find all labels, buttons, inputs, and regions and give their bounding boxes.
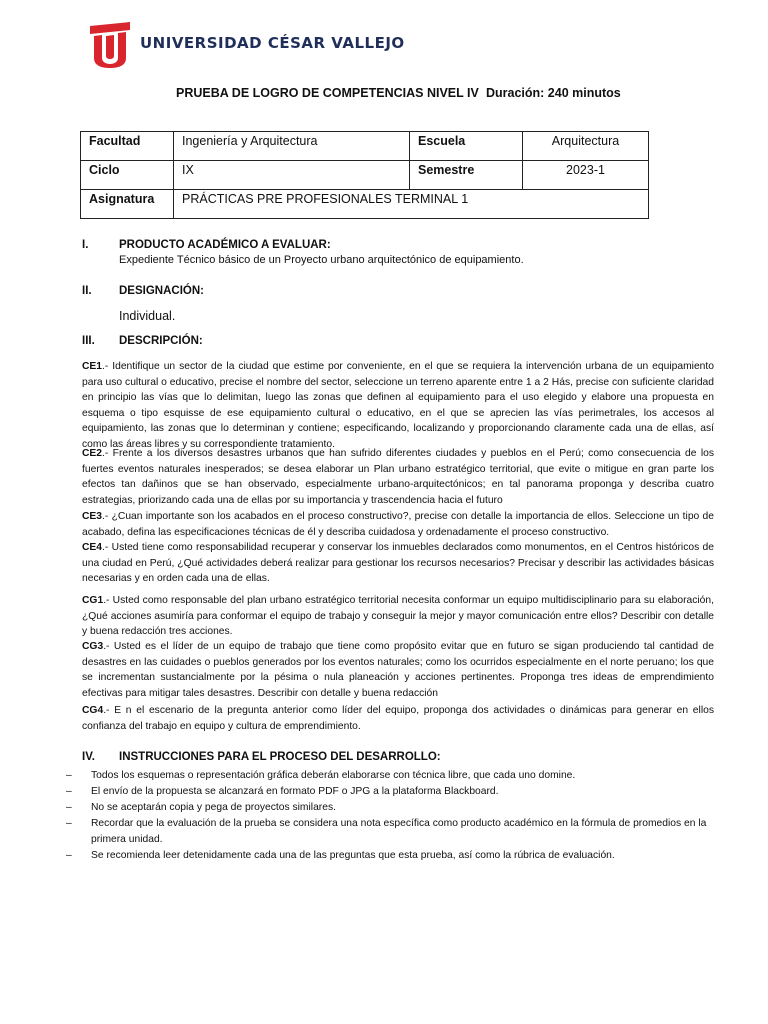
- item-cg4: [82, 703, 714, 734]
- item-text: .- Usted como responsable del plan urbano estratégico territorial necesita conformar un equipo multidisciplinario para su elaboración, ¿Qué acciones asumiría para conformar el equipo de trabajo y conseguir la mejor y mayor comunicación entre ellos? Describir con detalle y buena redacción tres acciones.: [82, 595, 714, 638]
- item-text: .- ¿Cuan importante son los acabados en el proceso constructivo?, precise con detalle la importancia de ellos. Seleccione un tipo de acabado, defina las especificaciones técnicas de él y describa cuidadosa y ordenadamente el proceso constructivo.: [82, 511, 714, 538]
- item-cg1: [82, 593, 714, 640]
- section-2-text: Individual.: [119, 309, 176, 323]
- item-ce4: [82, 540, 714, 587]
- bullet-dash: –: [66, 850, 72, 861]
- item-label: CG1: [82, 595, 104, 606]
- item-label: CG3: [82, 641, 104, 652]
- list-item: [66, 768, 716, 784]
- facultad-label: Facultad: [81, 132, 174, 161]
- item-label: CE3: [82, 511, 103, 522]
- list-item: [66, 800, 716, 816]
- list-item: [66, 816, 716, 848]
- section-title: DESCRIPCIÓN:: [119, 335, 203, 347]
- section-2-heading: [82, 285, 204, 297]
- item-text: .- Identifique un sector de la ciudad que estime por conveniente, en el que se requiera la intervención urbana de un equipamiento para uso cultural o educativo, precise el nombre del sector, seleccione un terreno aparente entre 1 a 2 Hás, precise con suficiente claridad en principio las vías que lo delimitan, luego las zonas que definen al equipamiento para el uso elegido y elabore una propuesta en esquema o tipo esquisse de ese equipamiento cultural o educativo, en el que se aprecien las vías perimetrales, los accesos al equipamiento, las zonas que lo determinan y contiene; especificando, localizando y proporcionando claramente cada una de ellas, así como las áreas libres y su correspondiente tratamiento.: [82, 361, 714, 450]
- university-logo-icon: [86, 20, 134, 68]
- item-cg3: [82, 639, 714, 701]
- bullet-dash: –: [66, 786, 72, 797]
- section-title: INSTRUCCIONES PARA EL PROCESO DEL DESARROLLO:: [119, 751, 441, 763]
- section-1-heading: [82, 239, 331, 251]
- list-item-text: El envío de la propuesta se alcanzará en formato PDF o JPG a la plataforma Blackboard.: [91, 786, 499, 797]
- asignatura-value: PRÁCTICAS PRE PROFESIONALES TERMINAL 1: [174, 190, 649, 219]
- section-title: PRODUCTO ACADÉMICO A EVALUAR:: [119, 239, 331, 251]
- escuela-value: Arquitectura: [523, 132, 649, 161]
- ciclo-value: IX: [174, 161, 410, 190]
- list-item-text: Se recomienda leer detenidamente cada una de las preguntas que esta prueba, así como la rúbrica de evaluación.: [91, 850, 615, 861]
- info-table: [80, 131, 649, 219]
- table-row: [81, 190, 649, 219]
- table-row: [81, 161, 649, 190]
- item-ce3: [82, 509, 714, 540]
- exam-duration: Duración: 240 minutos: [486, 86, 621, 100]
- list-item: [66, 848, 716, 864]
- semestre-value: 2023-1: [523, 161, 649, 190]
- list-item-text: Recordar que la evaluación de la prueba se considera una nota específica como producto académico en la fórmula de promedios en la primera unidad.: [91, 818, 707, 845]
- section-4-heading: [82, 751, 441, 763]
- bullet-dash: –: [66, 818, 72, 829]
- semestre-label: Semestre: [410, 161, 523, 190]
- instructions-list: [66, 768, 716, 864]
- facultad-value: Ingeniería y Arquitectura: [174, 132, 410, 161]
- item-text: .- Usted tiene como responsabilidad recuperar y conservar los inmuebles declarados como monumentos, en el Centros históricos de una ciudad en Perú, ¿Qué actividades deberá realizar para gestionar los recursos necesarios? Precisar y describir las actividades básicas necesarias y en orden cada una de ellas.: [82, 542, 714, 585]
- item-label: CE1: [82, 361, 103, 372]
- item-text: .- E n el escenario de la pregunta anterior como líder del equipo, proponga dos actividades o dinámicas para generar en ellos confianza del trabajo en equipo y cultura de emprendimiento.: [82, 705, 714, 732]
- list-item-text: No se aceptarán copia y pega de proyectos similares.: [91, 802, 336, 813]
- section-1-text: Expediente Técnico básico de un Proyecto urbano arquitectónico de equipamiento.: [119, 254, 524, 266]
- item-label: CE4: [82, 542, 103, 553]
- bullet-dash: –: [66, 802, 72, 813]
- table-row: [81, 132, 649, 161]
- ciclo-label: Ciclo: [81, 161, 174, 190]
- item-ce1: [82, 359, 714, 453]
- item-text: .- Frente a los diversos desastres urbanos que han sufrido diferentes ciudades y pueblos en el Perú; como consecuencia de los fuertes eventos naturales inesperados; se desea elaborar un Plan urbano estratégico territorial, que evite o mitigue en gran parte los efectos tan dañinos que se han observado, especialmente urbano-arquitectónicos; en tal panorama proponga y describa cuatro estrategias, priorizando cada una de ellas por su importancia y trascendencia hacia el futuro: [82, 448, 714, 506]
- list-item-text: Todos los esquemas o representación gráfica deberán elaborarse con técnica libre, que cada uno domine.: [91, 770, 576, 781]
- section-title: DESIGNACIÓN:: [119, 285, 204, 297]
- item-ce2: [82, 446, 714, 508]
- asignatura-label: Asignatura: [81, 190, 174, 219]
- section-number: II.: [82, 285, 92, 297]
- list-item: [66, 784, 716, 800]
- section-number: IV.: [82, 751, 96, 763]
- section-number: I.: [82, 239, 89, 251]
- item-label: CE2: [82, 448, 103, 459]
- escuela-label: Escuela: [410, 132, 523, 161]
- item-label: CG4: [82, 705, 104, 716]
- section-3-heading: [82, 335, 203, 347]
- exam-title: PRUEBA DE LOGRO DE COMPETENCIAS NIVEL IV: [176, 86, 479, 100]
- university-name: UNIVERSIDAD CÉSAR VALLEJO: [140, 34, 405, 52]
- section-number: III.: [82, 335, 95, 347]
- item-text: .- Usted es el líder de un equipo de trabajo que tiene como propósito evitar que en futuro se sigan produciendo tal cantidad de desastres en las cuidades o pueblos generados por los eventos naturales; como los ocurridos especialmente en el norte peruano; los que se incrementan sustancialmente por la pésima o nula planeación y acciones pertinentes. Proponga tres ideas de emprendimiento efectivas para mitigar tales desastres. Describir con detalle y buena redacción: [82, 641, 714, 699]
- bullet-dash: –: [66, 770, 72, 781]
